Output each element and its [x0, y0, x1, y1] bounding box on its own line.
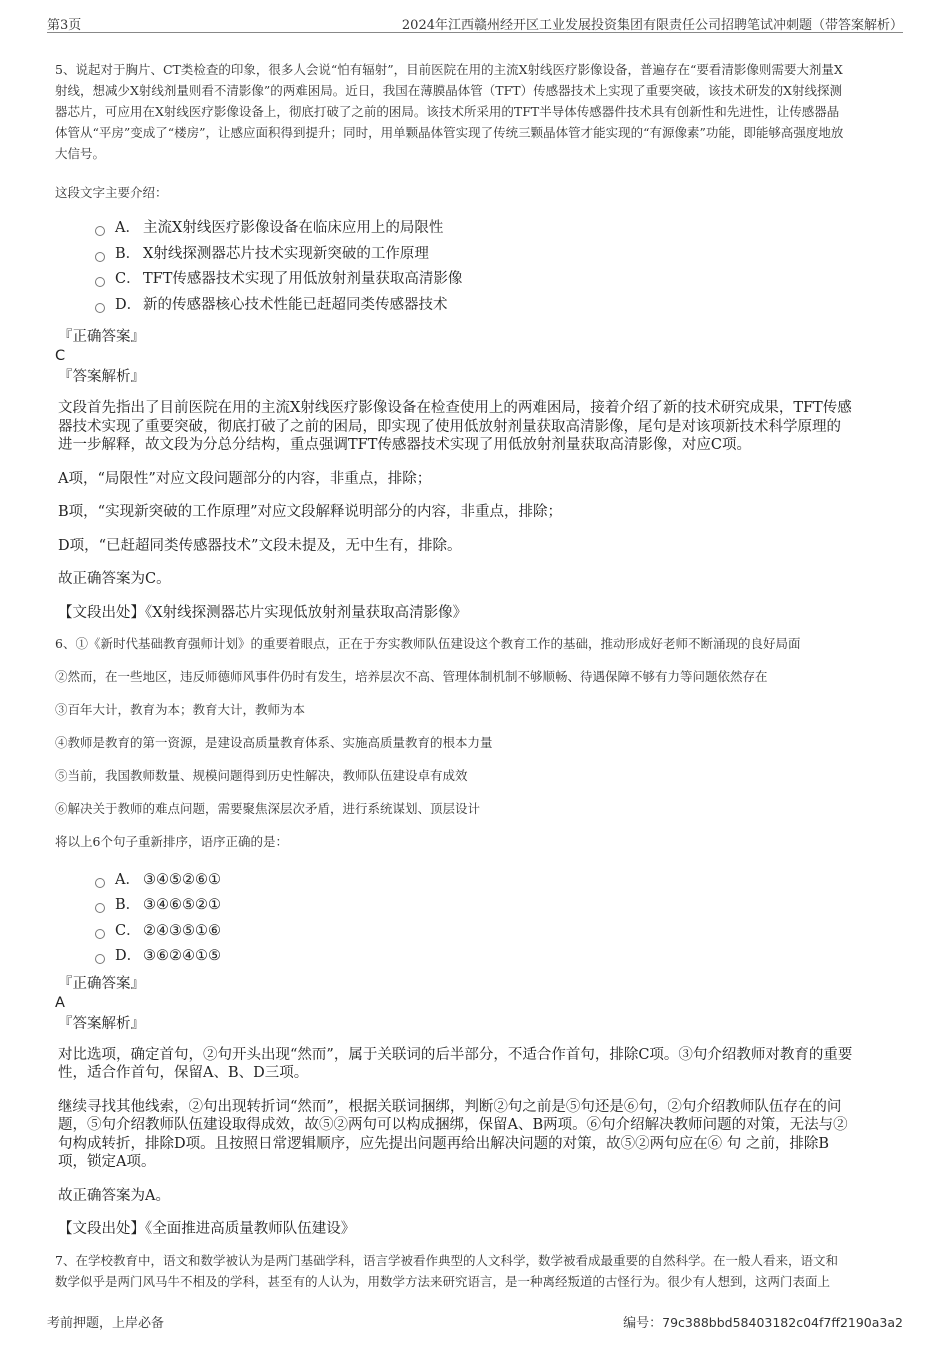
- option-c[interactable]: C． ②④③⑤①⑥: [95, 919, 895, 945]
- option-c[interactable]: C． TFT传感器技术实现了用低放射剂量获取高清影像: [95, 267, 895, 293]
- radio-icon[interactable]: [95, 954, 105, 964]
- sentence: ⑤当前，我国教师数量、规模问题得到历史性解决，教师队伍建设卓有成效: [55, 767, 468, 783]
- option-d[interactable]: D． ③⑥②④①⑤: [95, 944, 895, 970]
- question-6-options: [95, 868, 895, 970]
- question-7-stem: 7、在学校教育中，语文和数学被认为是两门基础学科，语言学被看作典型的人文科学，数学被看成最重要的自然科学。在一般人看来，语文和 数学似乎是两门风马牛不相及的学科，甚至有的人认为，用数学方法来研究语言，是一种离经叛道的古怪行为。很少有人想到，这两门表面上: [55, 1253, 838, 1289]
- analysis-paragraph: A项，“局限性”对应文段问题部分的内容，非重点，排除；: [58, 470, 432, 487]
- correct-answer: A: [55, 994, 65, 1011]
- question-5-prompt: 这段文字主要介绍：: [55, 185, 168, 200]
- option-b[interactable]: B． X射线探测器芯片技术实现新突破的工作原理: [95, 242, 895, 268]
- radio-icon[interactable]: [95, 303, 105, 313]
- question-7: [55, 1250, 895, 1292]
- analysis-paragraph: 文段首先指出了目前医院在用的主流X射线医疗影像设备在检查使用上的两难困局，接着介绍了新的技术研究成果，TFT传感 器技术实现了重要突破，彻底打破了之前的困局，即实现了使用低放射剂量获取高清影像，尾句是对该项新技术科学原理的 进一步解释，故文段为分总分结构，重点强调TFT传感器技术实现了用低放射剂量获取高清影像，对应C项。: [58, 400, 852, 453]
- analysis-paragraph: B项，“实现新突破的工作原理”对应文段解释说明部分的内容，非重点，排除；: [58, 504, 562, 520]
- option-b[interactable]: B． ③④⑥⑤②①: [95, 893, 895, 919]
- sentence: 6、①《新时代基础教育强师计划》的重要着眼点，正在于夯实教师队伍建设这个教育工作的基础，推动形成好老师不断涌现的良好局面: [55, 635, 801, 651]
- page-content: [55, 59, 895, 1292]
- radio-icon[interactable]: [95, 277, 105, 287]
- sentence: ⑥解决关于教师的难点问题，需要聚焦深层次矛盾，进行系统谋划、顶层设计: [55, 800, 481, 816]
- source-citation: 【文段出处】《全面推进高质量教师队伍建设》: [58, 1221, 356, 1237]
- analysis-conclusion: 故正确答案为A。: [58, 1187, 170, 1204]
- radio-icon[interactable]: [95, 929, 105, 939]
- analysis-heading: 『答案解析』: [58, 369, 145, 385]
- document-code: 编号：79c388bbd58403182c04f7ff2190a3a2: [623, 1315, 903, 1331]
- radio-icon[interactable]: [95, 878, 105, 888]
- radio-icon[interactable]: [95, 252, 105, 262]
- analysis-paragraph: 继续寻找其他线索，②句出现转折词“然而”，根据关联词捆绑，判断②句之前是⑤句还是⑥句，②句介绍教师队伍存在的问 题，⑤句介绍教师队伍建设取得成效，故⑤②两句可以构成捆绑，保留A、B两项。⑥句介绍解决教师问题的对策，无法与② 句构成转折，排除D项。且按照日常逻辑顺序，应先提出问题再给出解决问题的对策，故⑤②两句应在⑥ 句 之前，排除B 项，锁定A项。: [58, 1098, 848, 1170]
- page-header: [47, 12, 903, 33]
- sentence: ④教师是教育的第一资源，是建设高质量教育体系、实施高质量教育的根本力量: [55, 734, 493, 750]
- option-a[interactable]: A． ③④⑤②⑥①: [95, 868, 895, 894]
- answer-heading: 『正确答案』: [58, 329, 145, 345]
- page-number: 第3页: [47, 18, 82, 33]
- sentence: ③百年大计，教育为本；教育大计，教师为本: [55, 701, 306, 717]
- analysis-conclusion: 故正确答案为C。: [58, 571, 171, 587]
- analysis-paragraph: D项，“已赶超同类传感器技术”文段未提及，无中生有，排除。: [58, 537, 462, 554]
- question-5: [55, 59, 895, 623]
- radio-icon[interactable]: [95, 226, 105, 236]
- question-6: [55, 634, 895, 1240]
- document-title: 2024年江西赣州经开区工业发展投资集团有限责任公司招聘笔试冲刺题（带答案解析）: [401, 18, 903, 33]
- answer-heading: 『正确答案』: [58, 975, 145, 992]
- option-a[interactable]: A． 主流X射线医疗影像设备在临床应用上的局限性: [95, 216, 895, 242]
- source-citation: 【文段出处】《X射线探测器芯片实现低放射剂量获取高清影像》: [58, 604, 468, 621]
- page-footer: [47, 1312, 903, 1332]
- radio-icon[interactable]: [95, 903, 105, 913]
- analysis-paragraph: 对比选项，确定首句，②句开头出现“然而”，属于关联词的后半部分，不适合作首句，排除C项。③句介绍教师对教育的重要 性，适合作首句，保留A、B、D三项。: [58, 1046, 853, 1081]
- question-6-prompt: 将以上6个句子重新排序，语序正确的是：: [55, 833, 288, 849]
- sentence: ②然而，在一些地区，违反师德师风事件仍时有发生，培养层次不高、管理体制机制不够顺畅、待遇保障不够有力等问题依然存在: [55, 668, 768, 684]
- analysis-heading: 『答案解析』: [58, 1015, 145, 1032]
- footer-slogan: 考前押题，上岸必备: [47, 1316, 165, 1331]
- question-5-stem: 5、说起对于胸片、CT类检查的印象，很多人会说“怕有辐射”，目前医院在用的主流X射线医疗影像设备，普遍存在“要看清影像则需要大剂量X 射线，想减少X射线剂量则看不清影像”的两难困局。近日，我国在薄膜晶体管（TFT）传感器技术上实现了重要突破，该技术研发的X射线探测 器芯片，可应用在X射线医疗影像设备上，彻底打破了之前的困局。该技术所采用的TFT半导体传感器件技术具有创新性和先进性，让传感器晶 体管从“平房”变成了“楼房”，让感应面积得到提升；同时，用单颗晶体管实现了传统三颗晶体管才能实现的“有源像素”功能，即能够高强度地放 大信号。: [55, 62, 844, 161]
- correct-answer: C: [55, 348, 66, 364]
- option-d[interactable]: D． 新的传感器核心技术性能已赶超同类传感器技术: [95, 293, 895, 319]
- question-5-options: [95, 216, 895, 318]
